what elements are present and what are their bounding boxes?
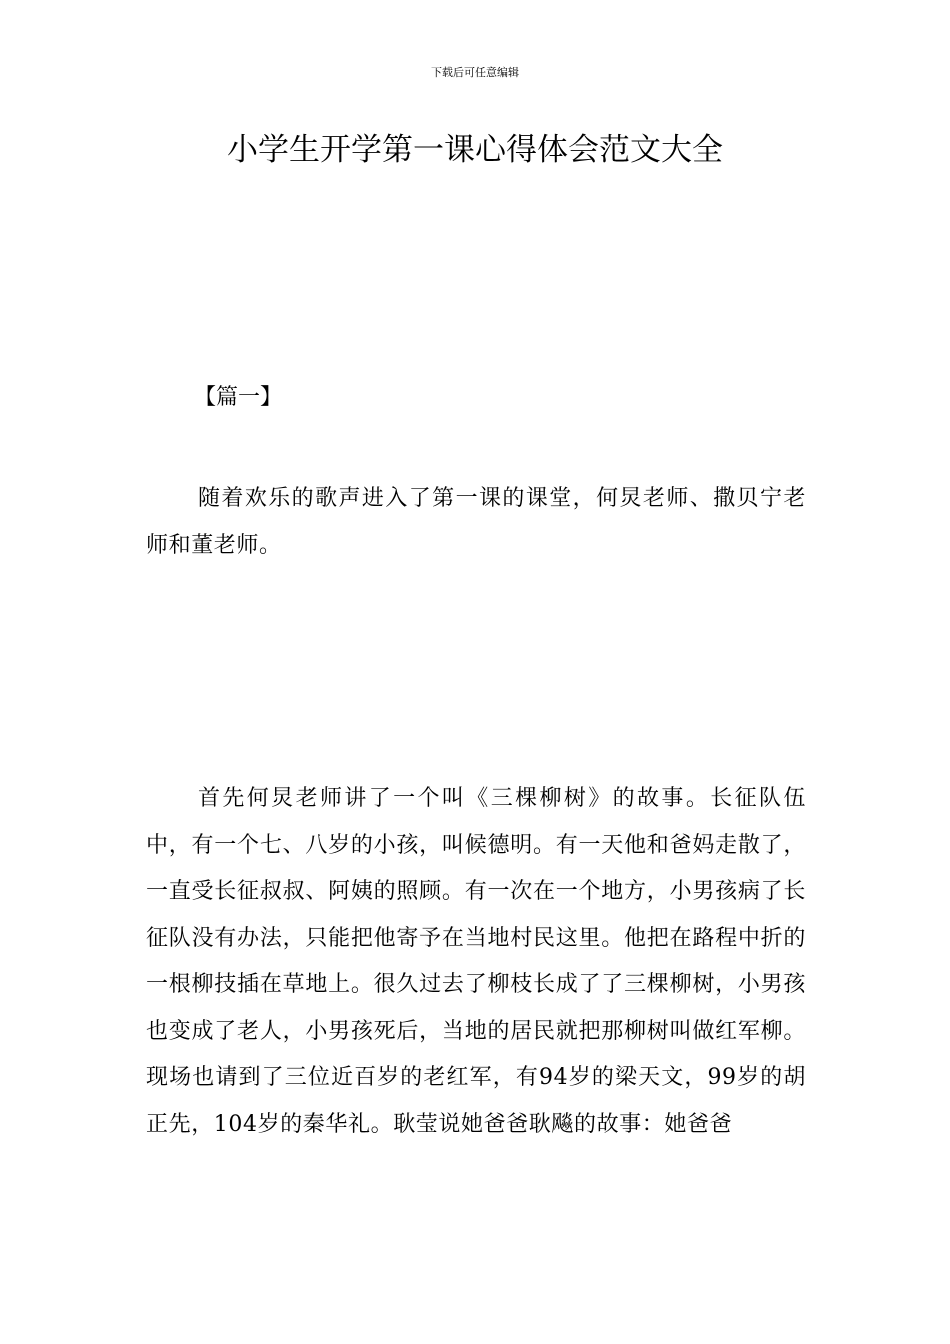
section-heading: 【篇一】 xyxy=(194,385,283,410)
header-note: 下载后可任意编辑 xyxy=(431,66,519,79)
document-title: 小学生开学第一课心得体会范文大全 xyxy=(227,132,723,168)
paragraph: 随着欢乐的歌声进入了第一课的课堂，何炅老师、撒贝宁老师和董老师。 xyxy=(146,486,806,558)
paragraph: 首先何炅老师讲了一个叫《三棵柳树》的故事。长征队伍中，有一个七、八岁的小孩，叫候德明。有一天他和爸妈走散了，一直受长征叔叔、阿姨的照顾。有一次在一个地方，小男孩病了长征队没有办法，只能把他寄予在当地村民这里。他把在路程中折的一根柳技插在草地上。很久过去了柳枝长成了了三棵柳树，小男孩也变成了老人，小男孩死后，当地的居民就把那柳树叫做红军柳。现场也请到了三位近百岁的老红军，有94岁的梁天文，99岁的胡正先，104岁的秦华礼。耿莹说她爸爸耿飚的故事：她爸爸 xyxy=(146,786,806,1137)
